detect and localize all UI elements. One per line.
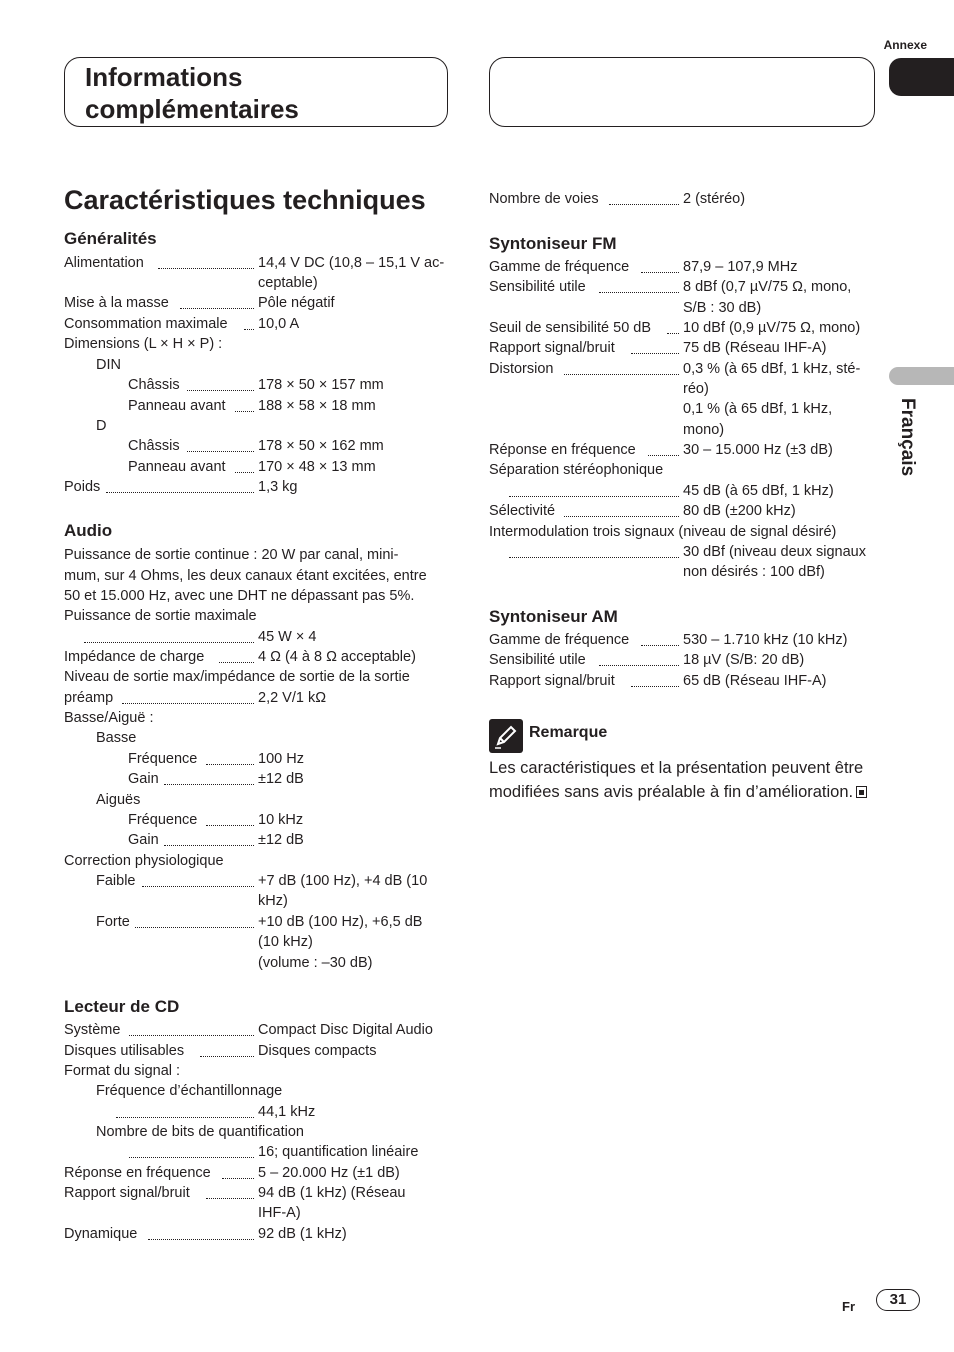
spec-value: 2,2 V/1 kΩ xyxy=(258,690,327,706)
note-title: Remarque xyxy=(529,724,608,741)
spec-value: 530 – 1.710 kHz (10 kHz) xyxy=(683,632,848,648)
leader-dots xyxy=(235,460,254,473)
leader-dots xyxy=(641,260,679,273)
spec-label: Gain xyxy=(128,771,159,787)
spec-value: ±12 dB xyxy=(258,832,304,848)
spec-value: 8 dBf (0,7 µV/75 Ω, mono, xyxy=(683,279,852,295)
spec-value: réo) xyxy=(683,381,709,397)
spec-label: Rapport signal/bruit xyxy=(64,1185,190,1201)
annexe-label: Annexe xyxy=(883,38,927,52)
chapter-title-line2: complémentaires xyxy=(85,94,299,124)
chapter-title-line1: Informations xyxy=(85,62,243,92)
spec-label: Disques utilisables xyxy=(64,1043,185,1059)
spec-label: Aiguës xyxy=(96,792,141,808)
spec-label: Panneau avant xyxy=(128,398,226,414)
spec-value: 178 × 50 × 157 mm xyxy=(258,377,384,393)
spec-value: 65 dB (Réseau IHF-A) xyxy=(683,673,827,689)
spec-value: 92 dB (1 kHz) xyxy=(258,1226,347,1242)
spec-value: IHF-A) xyxy=(258,1205,301,1221)
spec-value: (10 kHz) xyxy=(258,934,313,950)
spec-label: Alimentation xyxy=(64,255,144,271)
leader-dots xyxy=(641,633,679,646)
leader-dots xyxy=(648,443,679,456)
spec-label: Rapport signal/bruit xyxy=(489,340,615,356)
spec-label: Gain xyxy=(128,832,159,848)
spec-value: Disques compacts xyxy=(258,1043,377,1059)
leader-dots xyxy=(599,280,679,293)
leader-dots xyxy=(106,480,254,493)
page-number: 31 xyxy=(876,1289,920,1311)
spec-label: Système xyxy=(64,1022,121,1038)
am-heading: Syntoniseur AM xyxy=(489,607,618,626)
spec-value: ceptable) xyxy=(258,275,318,291)
leader-dots xyxy=(180,296,254,309)
spec-value: 45 W × 4 xyxy=(258,629,317,645)
spec-value: 5 – 20.000 Hz (±1 dB) xyxy=(258,1165,400,1181)
leader-dots xyxy=(84,630,254,643)
spec-value: kHz) xyxy=(258,893,288,909)
spec-value: 44,1 kHz xyxy=(258,1104,316,1120)
leader-dots xyxy=(164,772,254,785)
spec-label: Puissance de sortie maximale xyxy=(64,608,257,624)
leader-dots xyxy=(206,1186,254,1199)
spec-label: Fréquence xyxy=(128,812,198,828)
spec-value: mono) xyxy=(683,422,725,438)
spec-label: Correction physiologique xyxy=(64,853,224,869)
leader-dots xyxy=(187,439,254,452)
spec-value: 87,9 – 107,9 MHz xyxy=(683,259,798,275)
spec-value: 1,3 kg xyxy=(258,479,298,495)
spec-value: 14,4 V DC (10,8 – 15,1 V ac- xyxy=(258,255,445,271)
spec-value: 188 × 58 × 18 mm xyxy=(258,398,376,414)
leader-dots xyxy=(631,674,679,687)
spec-value: 178 × 50 × 162 mm xyxy=(258,438,384,454)
spec-value: 18 µV (S/B: 20 dB) xyxy=(683,652,805,668)
spec-text: Niveau de sortie max/impédance de sortie de la sortie xyxy=(64,669,410,685)
generalites-heading: Généralités xyxy=(64,229,157,248)
leader-dots xyxy=(222,1166,254,1179)
leader-dots xyxy=(116,1105,254,1118)
spec-text: Puissance de sortie continue : 20 W par canal, mini- xyxy=(64,547,399,563)
language-tab-marker xyxy=(889,367,954,385)
spec-value: Compact Disc Digital Audio xyxy=(258,1022,433,1038)
leader-dots xyxy=(129,1145,254,1158)
spec-value: 16; quantification linéaire xyxy=(258,1144,419,1160)
language-code: Fr xyxy=(842,1299,855,1314)
spec-label: Seuil de sensibilité 50 dB xyxy=(489,320,652,336)
spec-label: Poids xyxy=(64,479,101,495)
header-empty-box xyxy=(489,57,875,127)
spec-label: Châssis xyxy=(128,438,180,454)
leader-dots xyxy=(235,399,254,412)
spec-value: 30 dBf (niveau deux signaux xyxy=(683,544,866,560)
spec-label: Basse xyxy=(96,730,137,746)
spec-label: Réponse en fréquence xyxy=(64,1165,211,1181)
spec-text: 50 et 15.000 Hz, avec une DHT ne dépassant pas 5%. xyxy=(64,588,415,604)
spec-label: Distorsion xyxy=(489,361,554,377)
leader-dots xyxy=(667,321,679,334)
spec-label: Rapport signal/bruit xyxy=(489,673,615,689)
leader-dots xyxy=(200,1044,254,1057)
spec-value: Pôle négatif xyxy=(258,295,335,311)
cd-heading: Lecteur de CD xyxy=(64,997,180,1016)
spec-label: Fréquence d’échantillonnage xyxy=(96,1083,283,1099)
leader-dots xyxy=(244,317,254,330)
spec-label: Sensibilité utile xyxy=(489,652,586,668)
spec-value: 10,0 A xyxy=(258,316,300,332)
spec-value: 80 dB (±200 kHz) xyxy=(683,503,796,519)
leader-dots xyxy=(206,752,254,765)
leader-dots xyxy=(148,1227,254,1240)
spec-label: Nombre de bits de quantification xyxy=(96,1124,304,1140)
leader-dots xyxy=(122,691,254,704)
spec-label: Forte xyxy=(96,914,130,930)
section-tab-marker xyxy=(889,58,954,96)
leader-dots xyxy=(187,378,254,391)
spec-value: 0,3 % (à 65 dBf, 1 kHz, sté- xyxy=(683,361,861,377)
spec-value: 75 dB (Réseau IHF-A) xyxy=(683,340,827,356)
spec-label: Panneau avant xyxy=(128,459,226,475)
note-text: Les caractéristiques et la présentation peuvent être modifiées sans avis préalable à fin d’amélioration. xyxy=(489,759,864,801)
spec-label: Réponse en fréquence xyxy=(489,442,636,458)
spec-label: Dimensions (L × H × P) : xyxy=(64,336,223,352)
spec-value: 170 × 48 × 13 mm xyxy=(258,459,376,475)
spec-label: Format du signal : xyxy=(64,1063,181,1079)
spec-label: Mise à la masse xyxy=(64,295,169,311)
leader-dots xyxy=(509,484,679,497)
chapter-title-box xyxy=(64,57,448,127)
leader-dots xyxy=(129,1023,254,1036)
spec-label: Sélectivité xyxy=(489,503,556,519)
spec-value: 45 dB (à 65 dBf, 1 kHz) xyxy=(683,483,834,499)
spec-label: Basse/Aiguë : xyxy=(64,710,154,726)
leader-dots xyxy=(631,341,679,354)
spec-label: Consommation maximale xyxy=(64,316,228,332)
pencil-note-icon xyxy=(489,719,523,753)
spec-label: Gamme de fréquence xyxy=(489,632,630,648)
leader-dots xyxy=(564,504,679,517)
spec-label: préamp xyxy=(64,690,114,706)
leader-dots xyxy=(158,256,254,269)
spec-label: Intermodulation trois signaux (niveau de signal désiré) xyxy=(489,524,837,540)
spec-value: +10 dB (100 Hz), +6,5 dB xyxy=(258,914,423,930)
spec-label: DIN xyxy=(96,357,121,373)
spec-value: 10 kHz xyxy=(258,812,304,828)
audio-heading: Audio xyxy=(64,521,113,540)
spec-label: Fréquence xyxy=(128,751,198,767)
spec-label: Séparation stéréophonique xyxy=(489,462,664,478)
spec-value: 100 Hz xyxy=(258,751,304,767)
spec-label: Gamme de fréquence xyxy=(489,259,630,275)
fm-heading: Syntoniseur FM xyxy=(489,234,617,253)
spec-value: 10 dBf (0,9 µV/75 Ω, mono) xyxy=(683,320,861,336)
spec-label: Sensibilité utile xyxy=(489,279,586,295)
note-text-block xyxy=(489,756,869,804)
leader-dots xyxy=(609,192,679,205)
leader-dots xyxy=(509,545,679,558)
spec-value: 94 dB (1 kHz) (Réseau xyxy=(258,1185,406,1201)
spec-value: S/B : 30 dB) xyxy=(683,300,762,316)
spec-value: 0,1 % (à 65 dBf, 1 kHz, xyxy=(683,401,833,417)
spec-value: ±12 dB xyxy=(258,771,304,787)
spec-label: Impédance de charge xyxy=(64,649,205,665)
leader-dots xyxy=(219,650,254,663)
spec-value: (volume : –30 dB) xyxy=(258,955,373,971)
spec-label: D xyxy=(96,418,107,434)
leader-dots xyxy=(206,813,254,826)
page-title: Caractéristiques techniques xyxy=(64,185,426,215)
leader-dots xyxy=(599,653,679,666)
spec-label: Châssis xyxy=(128,377,180,393)
spec-label: Nombre de voies xyxy=(489,191,599,207)
leader-dots xyxy=(135,915,254,928)
spec-value: 30 – 15.000 Hz (±3 dB) xyxy=(683,442,833,458)
language-side-label: Français xyxy=(897,398,918,477)
spec-value: non désirés : 100 dBf) xyxy=(683,564,825,580)
spec-value: 2 (stéréo) xyxy=(683,191,746,207)
spec-value: +7 dB (100 Hz), +4 dB (10 xyxy=(258,873,428,889)
end-mark-icon xyxy=(856,786,867,798)
leader-dots xyxy=(564,362,679,375)
spec-value: 4 Ω (4 à 8 Ω acceptable) xyxy=(258,649,416,665)
spec-label: Dynamique xyxy=(64,1226,138,1242)
leader-dots xyxy=(164,833,254,846)
leader-dots xyxy=(142,874,254,887)
spec-label: Faible xyxy=(96,873,136,889)
spec-text: mum, sur 4 Ohms, les deux canaux étant excitées, entre xyxy=(64,568,427,584)
